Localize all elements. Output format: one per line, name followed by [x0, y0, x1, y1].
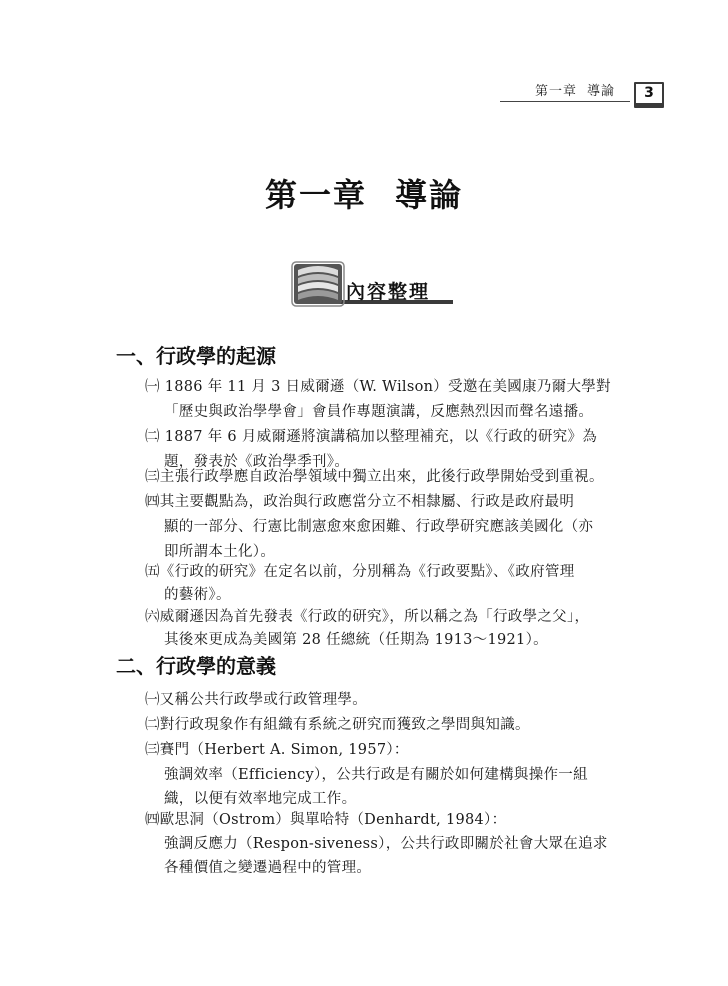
- meaning-item-3-line-3: 織，以便有效率地完成工作。: [164, 791, 357, 807]
- meaning-item-4-line-1: ㈣歐思洞（Ostrom）與單哈特（Denhardt, 1984）：: [145, 812, 507, 828]
- running-header: [535, 80, 615, 99]
- origin-item-1-line-2: 「歷史與政治學學會」會員作專題演講，反應熱烈因而聲名遠播。: [164, 404, 594, 420]
- page-number-tab: [634, 82, 664, 108]
- meaning-item-3-line-1: ㈢賽門（Herbert A. Simon, 1957）：: [145, 742, 409, 758]
- origin-item-4-line-1: ㈣其主要觀點為，政治與行政應當分立不相隸屬、行政是政府最明: [145, 494, 575, 510]
- chapter-title-number: 第一章: [264, 176, 367, 214]
- origin-item-4-line-3: 即所謂本土化）。: [164, 544, 276, 560]
- origin-item-5-line-1: ㈤《行政的研究》在定名以前，分別稱為《行政要點》、《政府管理: [145, 564, 575, 580]
- origin-item-6-line-1: ㈥威爾遜因為首先發表《行政的研究》，所以稱之為「行政學之父」，: [145, 609, 590, 625]
- origin-item-5-line-2: 的藝術》。: [164, 587, 231, 603]
- meaning-item-2-line-1: ㈡對行政現象作有組織有系統之研究而獲致之學問與知識。: [145, 717, 530, 733]
- running-header-title: 導論: [587, 84, 616, 99]
- chapter-title: [0, 170, 728, 216]
- meaning-item-3-line-2: 強調效率（Efficiency），公共行政是有關於如何建構與操作一組: [164, 767, 588, 783]
- summary-badge-label: 內容整理: [346, 281, 431, 303]
- header-rule: [500, 101, 630, 102]
- origin-item-2-line-2: 題，發表於《政治學季刊》。: [164, 454, 350, 470]
- origin-item-2-line-1: ㈡ 1887 年 6 月威爾遜將演講稿加以整理補充，以《行政的研究》為: [145, 429, 598, 445]
- meaning-item-4-line-3: 各種價值之變遷過程中的管理。: [164, 860, 372, 876]
- origin-item-3-line-1: ㈢主張行政學應自政治學領域中獨立出來，此後行政學開始受到重視。: [145, 469, 604, 485]
- origin-item-1-line-1: ㈠ 1886 年 11 月 3 日威爾遜（W. Wilson）受邀在美國康乃爾大學對: [145, 379, 611, 395]
- chapter-title-name: 導論: [395, 176, 464, 214]
- origin-item-4-line-2: 顯的一部分、行憲比制憲愈來愈困難、行政學研究應該美國化（亦: [164, 519, 594, 535]
- page-number: 3: [636, 84, 662, 103]
- section-heading-meaning: 二、行政學的意義: [116, 654, 276, 678]
- meaning-item-4-line-2: 強調反應力（Respon-siveness），公共行政即關於社會大眾在追求: [164, 836, 608, 852]
- running-header-chapter: 第一章: [535, 84, 578, 99]
- origin-item-6-line-2: 其後來更成為美國第 28 任總統（任期為 1913～1921）。: [164, 632, 548, 648]
- summary-badge: [290, 260, 455, 308]
- meaning-item-1-line-1: ㈠又稱公共行政學或行政管理學。: [145, 692, 367, 708]
- section-heading-origin: 一、行政學的起源: [116, 344, 276, 368]
